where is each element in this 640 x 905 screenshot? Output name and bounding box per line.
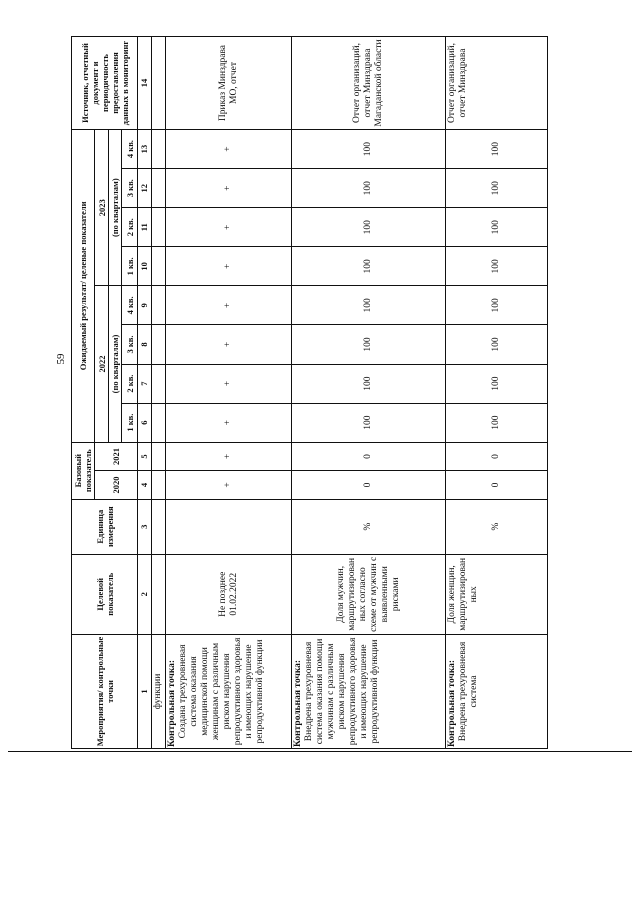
quarter-cell: 100 — [446, 325, 548, 364]
header-activity: Мероприятия/ контрольные точки — [72, 634, 138, 748]
header-target: Целевой показатель — [72, 554, 138, 634]
quarter-cell: 100 — [292, 325, 446, 364]
quarter-cell: + — [166, 130, 292, 169]
header-year-2023: 2023 — [95, 130, 109, 286]
header-quarter: 2 кв. — [122, 208, 138, 247]
quarter-cell: 100 — [446, 364, 548, 403]
monitoring-table — [71, 36, 548, 749]
target-cell: Доля женщин, маршрутизированных — [446, 554, 548, 634]
table-row — [166, 37, 292, 749]
header-quarter: 2 кв. — [122, 364, 138, 403]
quarter-cell: 100 — [446, 286, 548, 325]
base-2021-cell: 0 — [292, 442, 446, 471]
header-by-quarter-2022: (по кварталам) — [109, 286, 122, 442]
unit-cell: % — [446, 499, 548, 554]
quarter-cell: 100 — [292, 364, 446, 403]
column-number: 10 — [138, 247, 152, 286]
quarter-cell: + — [166, 286, 292, 325]
target-cell: Не позднее 01.02.2022 — [166, 554, 292, 634]
quarter-cell: 100 — [446, 208, 548, 247]
source-cell: Отчет организаций, отчет Минздрава Магаданской области — [292, 37, 446, 130]
unit-cell: % — [292, 499, 446, 554]
table-row — [292, 37, 446, 749]
header-quarter: 3 кв. — [122, 325, 138, 364]
quarter-cell: + — [166, 169, 292, 208]
header-quarter: 4 кв. — [122, 286, 138, 325]
column-number: 13 — [138, 130, 152, 169]
column-number: 12 — [138, 169, 152, 208]
quarter-cell: + — [166, 247, 292, 286]
control-point-cell — [446, 634, 548, 748]
header-quarter: 4 кв. — [122, 130, 138, 169]
target-cell: Доля мужчин, маршрутизированных согласно схеме от мужчин с выявленными рисками — [292, 554, 446, 634]
column-number: 11 — [138, 208, 152, 247]
quarter-cell: + — [166, 403, 292, 442]
quarter-cell: 100 — [446, 169, 548, 208]
header-base: Базовый показатель — [72, 442, 95, 499]
control-point-cell — [292, 634, 446, 748]
table-row — [152, 37, 166, 749]
header-expected: Ожидаемый результат/ целевые показатели — [72, 130, 95, 443]
carry-over-text: функции — [152, 634, 166, 748]
base-2020-cell: 0 — [292, 471, 446, 500]
control-point-text: Внедрена трехуровневая система — [458, 641, 479, 742]
column-number: 8 — [138, 325, 152, 364]
header-quarter: 3 кв. — [122, 169, 138, 208]
source-cell: Отчет организаций, отчет Минздрава — [446, 37, 548, 130]
quarter-cell: 100 — [292, 403, 446, 442]
column-number: 2 — [138, 554, 152, 634]
quarter-cell: + — [166, 325, 292, 364]
quarter-cell: 100 — [446, 130, 548, 169]
control-point-label: Контрольная точка: — [293, 659, 303, 747]
header-year-2021: 2021 — [95, 442, 138, 471]
header-by-quarter-2023: (по кварталам) — [109, 130, 122, 286]
header-quarter: 1 кв. — [122, 403, 138, 442]
page-number: 59 — [55, 353, 67, 365]
page-divider-line — [8, 751, 632, 752]
quarter-cell: 100 — [292, 169, 446, 208]
quarter-cell: 100 — [292, 247, 446, 286]
header-unit: Единица измерения — [72, 499, 138, 554]
quarter-cell: 100 — [292, 130, 446, 169]
column-number: 7 — [138, 364, 152, 403]
header-year-2020: 2020 — [95, 471, 138, 500]
quarter-cell: 100 — [292, 286, 446, 325]
quarter-cell: 100 — [446, 247, 548, 286]
column-number: 4 — [138, 471, 152, 500]
control-point-text: Внедрена трехуровневая система оказания помощи мужчинам с различным риском нарушения репродуктивного здоровья и имеющих нарушение репродуктивной функции — [304, 637, 380, 746]
source-cell: Приказ Минздрава МО, отчет — [166, 37, 292, 130]
column-number: 1 — [138, 634, 152, 748]
rotated-table-frame — [71, 36, 570, 749]
control-point-label: Контрольная точка: — [167, 659, 177, 747]
quarter-cell: 100 — [292, 208, 446, 247]
table-row — [446, 37, 548, 749]
column-number: 6 — [138, 403, 152, 442]
header-source: Источник, отчетный документ и периодичность предоставления данных в мониторинг — [72, 37, 138, 130]
header-year-2022: 2022 — [95, 286, 109, 442]
column-number: 3 — [138, 499, 152, 554]
header-quarter: 1 кв. — [122, 247, 138, 286]
column-number: 5 — [138, 442, 152, 471]
control-point-text: Создана трехуровневая система оказания медицинской помощи женщинам с различным риском нарушения репродуктивного здоровья и имеющих нарушение репродуктивной функции — [178, 637, 265, 746]
base-2020-cell: + — [166, 471, 292, 500]
rotated-table — [71, 36, 570, 749]
control-point-label: Контрольная точка: — [447, 659, 457, 747]
column-number: 14 — [138, 37, 152, 130]
quarter-cell: + — [166, 208, 292, 247]
unit-cell — [166, 499, 292, 554]
base-2020-cell: 0 — [446, 471, 548, 500]
base-2021-cell: + — [166, 442, 292, 471]
base-2021-cell: 0 — [446, 442, 548, 471]
control-point-cell — [166, 634, 292, 748]
quarter-cell: 100 — [446, 403, 548, 442]
column-number: 9 — [138, 286, 152, 325]
quarter-cell: + — [166, 364, 292, 403]
